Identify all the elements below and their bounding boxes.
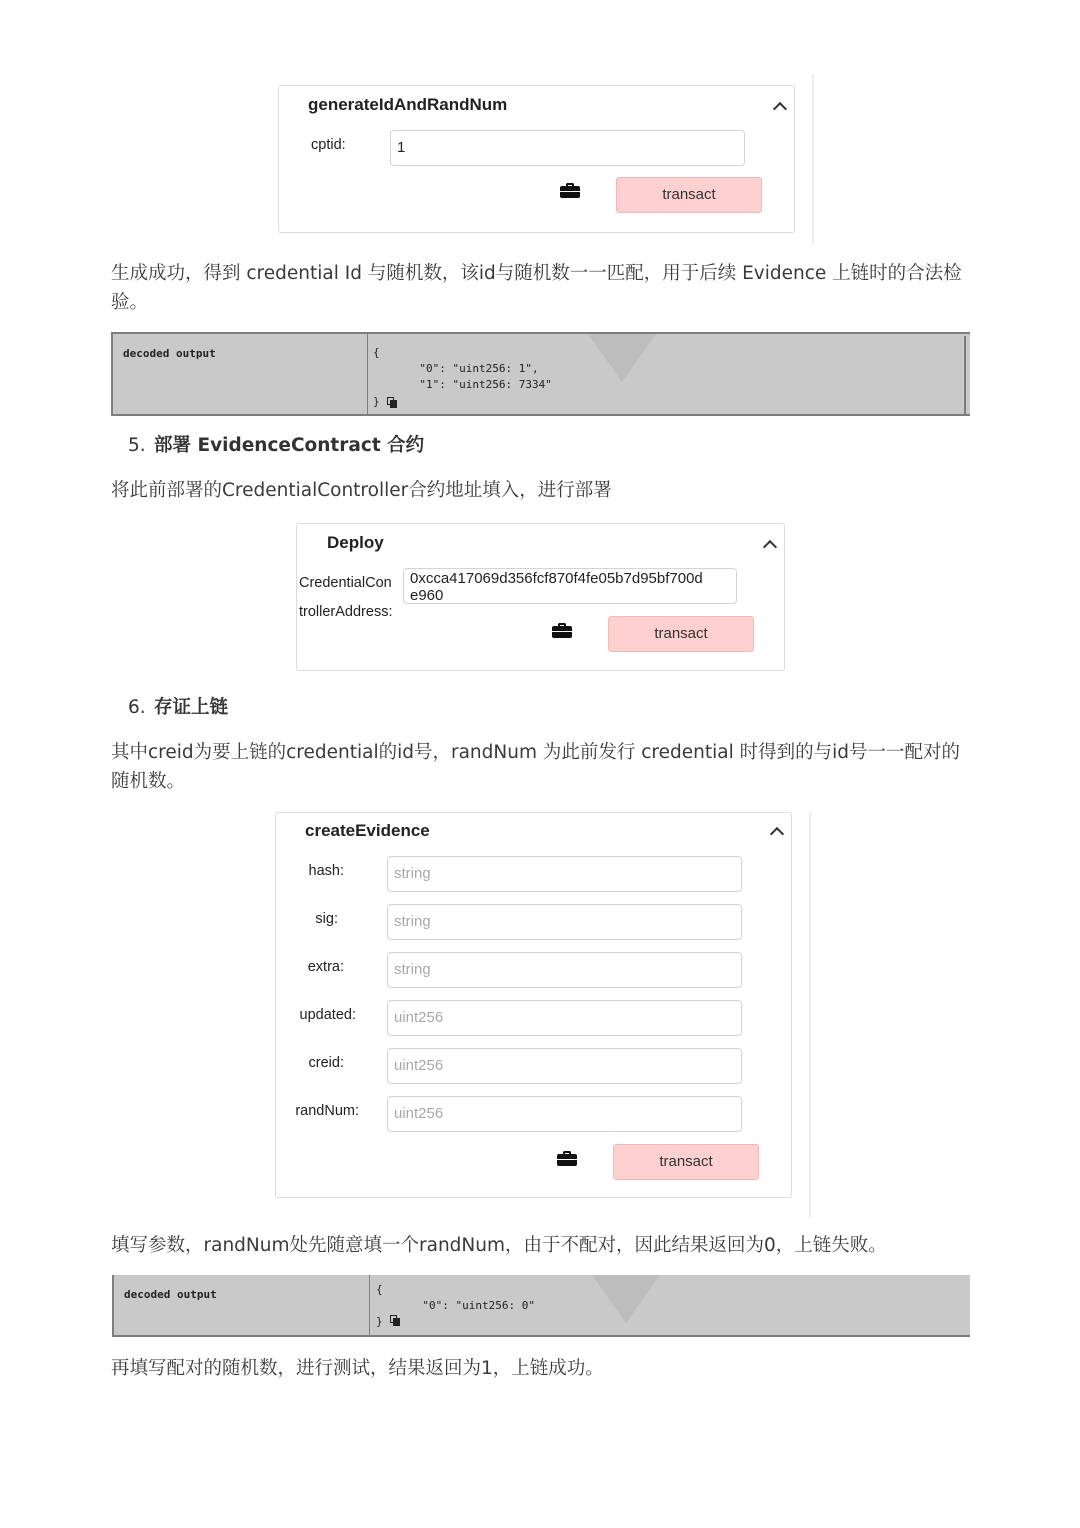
randnum-input[interactable]: uint256	[387, 1096, 742, 1132]
decoded-output-box	[112, 1275, 970, 1337]
controller-address-label-cont: trollerAddress:	[299, 604, 393, 620]
chevron-up-icon[interactable]	[770, 827, 784, 841]
input-value-line: e960	[410, 587, 444, 604]
step-text: 存证上链	[154, 697, 229, 718]
transact-button[interactable]: transact	[608, 616, 754, 652]
briefcase-icon[interactable]	[552, 623, 572, 638]
randnum-label: randNum:	[295, 1103, 359, 1119]
briefcase-icon[interactable]	[560, 183, 580, 198]
paragraph: 再填写配对的随机数，进行测试，结果返回为1，上链成功。	[111, 1358, 604, 1379]
chevron-up-icon[interactable]	[773, 102, 787, 116]
hash-input[interactable]: string	[387, 856, 742, 892]
code-line: "0": "uint256: 0"	[376, 1299, 535, 1312]
creid-label: creid:	[308, 1055, 344, 1071]
watermark-shape	[588, 334, 656, 382]
generate-id-panel	[278, 85, 795, 233]
decoded-output-label: decoded output	[123, 347, 216, 360]
cptid-label: cptid:	[311, 137, 346, 153]
border	[964, 336, 966, 414]
extra-label: extra:	[307, 959, 344, 975]
panel-title: createEvidence	[305, 821, 430, 840]
step-number: 5.	[128, 435, 146, 456]
step-text: 部署	[154, 435, 198, 456]
input-value-line: 0xcca417069d356fcf870f4fe05b7d95bf700d	[410, 570, 703, 587]
sig-input[interactable]: string	[387, 904, 742, 940]
deploy-panel	[296, 523, 785, 671]
divider	[812, 74, 814, 244]
paragraph: 将此前部署的CredentialController合约地址填入，进行部署	[111, 480, 612, 501]
creid-input[interactable]: uint256	[387, 1048, 742, 1084]
step-text-tail: 合约	[380, 435, 425, 456]
sig-label: sig:	[315, 911, 338, 927]
panel-title: generateIdAndRandNum	[308, 95, 508, 114]
code-line: }	[373, 395, 380, 408]
copy-icon[interactable]	[387, 397, 397, 408]
step-number: 6.	[128, 697, 146, 718]
copy-icon[interactable]	[390, 1315, 400, 1326]
hash-label: hash:	[308, 863, 344, 879]
paragraph: 其中creid为要上链的credential的id号，randNum 为此前发行 credential 时得到的与id号一一配对的随机数。	[111, 742, 960, 792]
controller-address-input[interactable]	[403, 568, 737, 604]
code-line: "1": "uint256: 7334"	[373, 378, 552, 391]
controller-address-label: CredentialCon	[299, 575, 392, 591]
decoded-output-box	[111, 332, 970, 416]
code-line: "0": "uint256: 1",	[373, 362, 539, 375]
paragraph: 生成成功，得到 credential Id 与随机数，该id与随机数一一匹配，用于后续 Evidence 上链时的合法检验。	[111, 263, 962, 313]
paragraph: 填写参数，randNum处先随意填一个randNum，由于不配对，因此结果返回为0，上链失败。	[111, 1235, 887, 1256]
code-line: {	[376, 1283, 383, 1296]
divider	[809, 812, 811, 1217]
updated-label: updated:	[299, 1007, 356, 1023]
code-line: {	[373, 346, 380, 359]
create-evidence-panel	[275, 812, 792, 1198]
transact-button[interactable]: transact	[616, 177, 762, 213]
code-line: }	[376, 1315, 383, 1328]
decoded-output-label: decoded output	[124, 1288, 217, 1301]
updated-input[interactable]: uint256	[387, 1000, 742, 1036]
briefcase-icon[interactable]	[557, 1151, 577, 1166]
transact-button[interactable]: transact	[613, 1144, 759, 1180]
extra-input[interactable]: string	[387, 952, 742, 988]
step-heading	[128, 694, 228, 722]
watermark-shape	[592, 1275, 660, 1323]
step-text-bold: EvidenceContract	[197, 435, 381, 456]
panel-title: Deploy	[327, 533, 384, 552]
cptid-input[interactable]: 1	[390, 130, 745, 166]
step-heading	[128, 432, 424, 460]
decoded-output-label-cell	[112, 1275, 370, 1335]
decoded-output-label-cell	[111, 334, 368, 414]
chevron-up-icon[interactable]	[763, 540, 777, 554]
